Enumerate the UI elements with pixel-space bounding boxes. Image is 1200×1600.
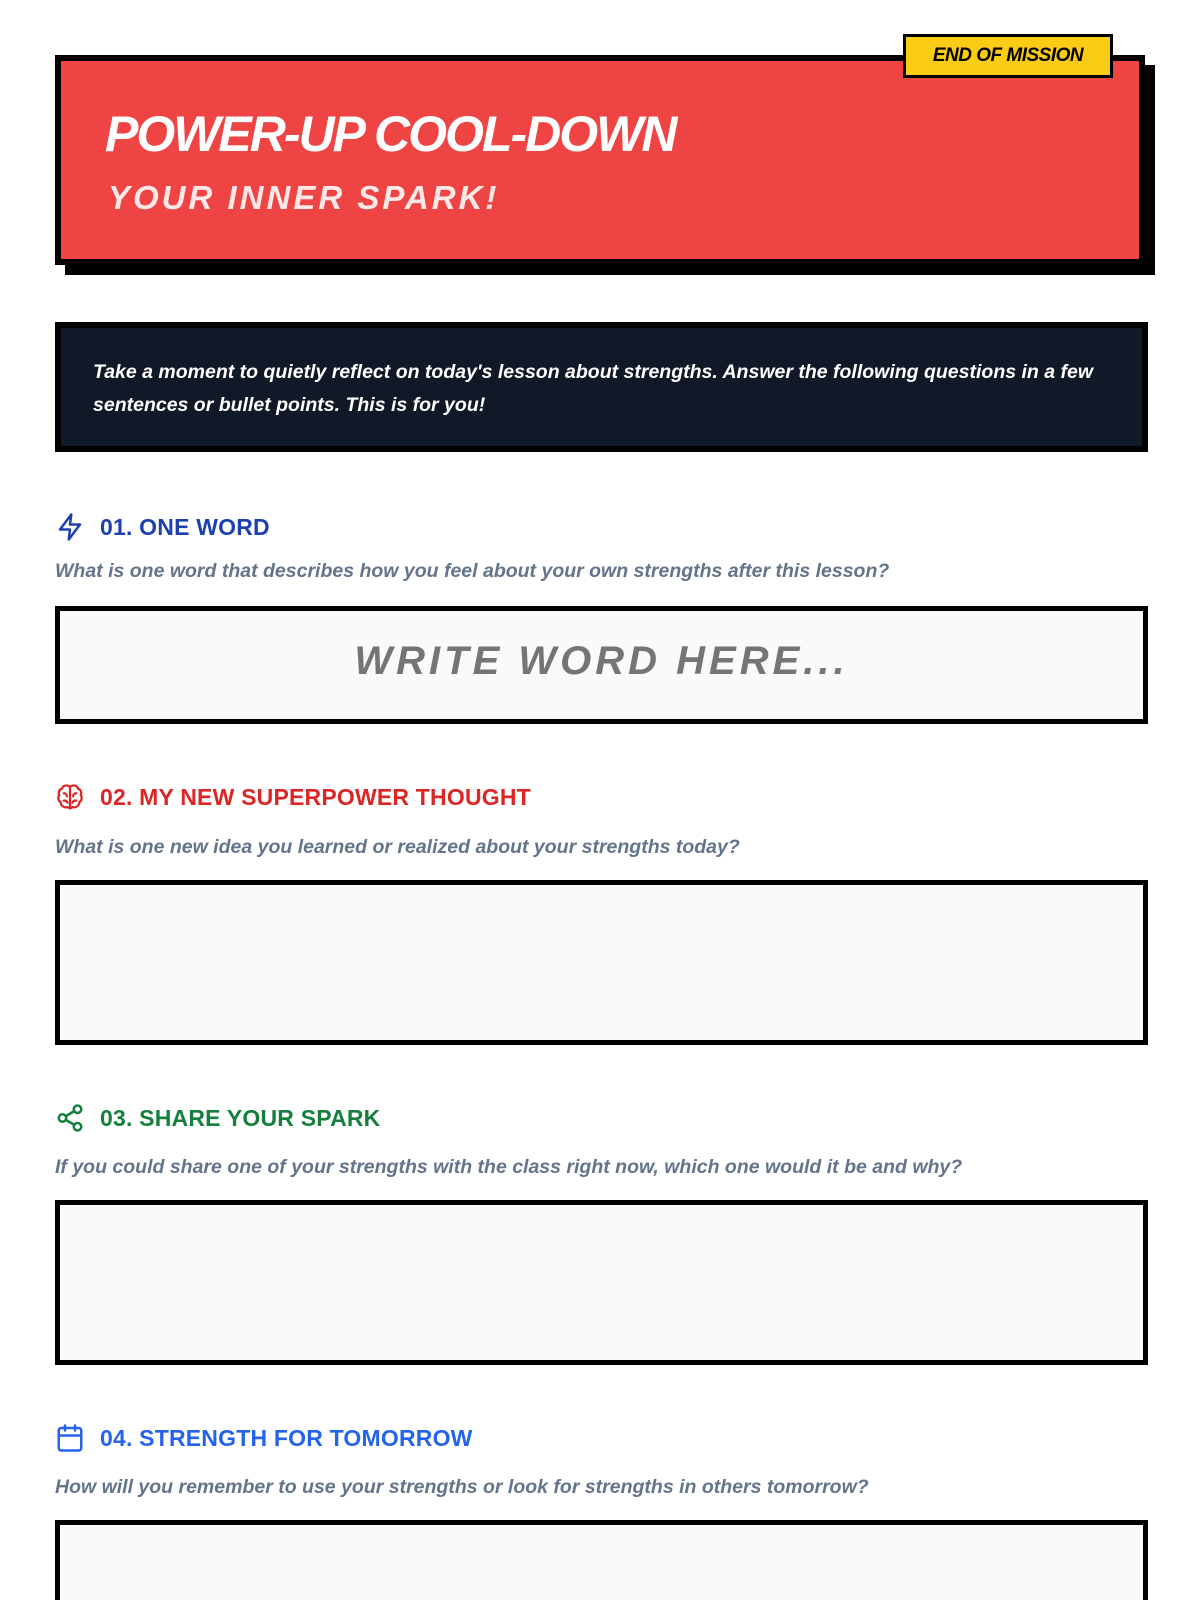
intro-text: Take a moment to quietly reflect on today's lesson about strengths. Answer the following questions in a few sentences or bullet points. This is for you! (93, 361, 1094, 416)
share-spark-input[interactable] (55, 1200, 1148, 1365)
section-heading-label: 04. STRENGTH FOR TOMORROW (100, 1424, 473, 1451)
section-heading-label: 03. SHARE YOUR SPARK (100, 1104, 381, 1131)
page-title: POWER-UP COOL-DOWN (105, 106, 676, 162)
header-banner (55, 55, 1145, 265)
lightning-icon (55, 512, 85, 542)
share-icon (55, 1103, 85, 1133)
one-word-input[interactable] (55, 606, 1148, 724)
superpower-thought-input[interactable] (55, 880, 1148, 1045)
section-prompt: If you could share one of your strengths with the class right now, which one would it be and why? (55, 1156, 963, 1178)
section-one-word-heading (55, 510, 270, 544)
section-heading-label: 02. MY NEW SUPERPOWER THOUGHT (100, 783, 531, 810)
strength-tomorrow-input[interactable] (55, 1520, 1148, 1600)
section-prompt: What is one new idea you learned or realized about your strengths today? (55, 836, 740, 858)
section-heading-label: 01. ONE WORD (100, 513, 270, 540)
page-subtitle: YOUR INNER SPARK! (108, 179, 500, 216)
calendar-icon (55, 1423, 85, 1453)
section-tomorrow-heading (55, 1421, 473, 1455)
brain-icon (55, 782, 85, 812)
section-prompt: What is one word that describes how you feel about your own strengths after this lesson? (55, 560, 890, 582)
section-superpower-heading (55, 780, 531, 814)
section-prompt: How will you remember to use your strengths or look for strengths in others tomorrow? (55, 1476, 869, 1498)
end-of-mission-badge: END OF MISSION (903, 34, 1113, 78)
section-share-heading (55, 1101, 381, 1135)
intro-box (55, 322, 1148, 452)
